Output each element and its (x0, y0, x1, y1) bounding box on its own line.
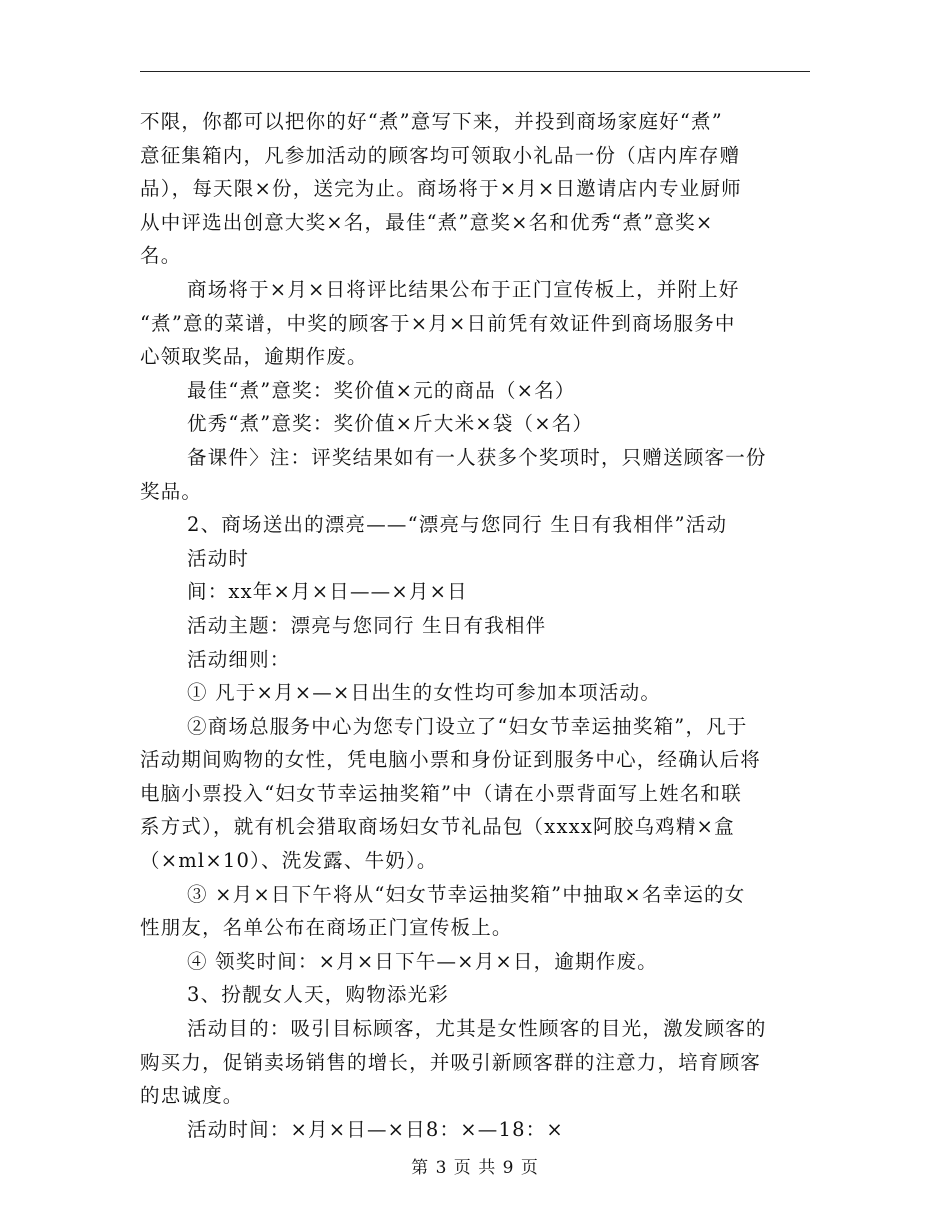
text-line: 心领取奖品，逾期作废。 (140, 345, 368, 369)
text-line: ②商场总服务中心为您专门设立了“妇女节幸运抽奖箱”，凡于 (187, 714, 748, 738)
section-heading: 2、商场送出的漂亮——“漂亮与您同行 生日有我相伴”活动 (187, 513, 728, 537)
text-line: 活动目的：吸引目标顾客，尤其是女性顾客的目光，激发顾客的 (187, 1017, 767, 1041)
text-line: 活动时间：×月×日—×日8：×—18：× (187, 1117, 564, 1141)
text-line: 性朋友，名单公布在商场正门宣传板上。 (140, 916, 513, 940)
text-line: 意征集箱内，凡参加活动的顾客均可领取小礼品一份（店内库存赠 (140, 143, 741, 167)
text-line: ④ 领奖时间：×月×日下午—×月×日，逾期作废。 (187, 949, 658, 973)
text-line: ③ ×月×日下午将从“妇女节幸运抽奖箱”中抽取×名幸运的女 (187, 882, 746, 906)
text-line: 购买力，促销卖场销售的增长，并吸引新顾客群的注意力，培育顾客 (140, 1050, 762, 1074)
document-body (140, 105, 820, 1146)
text-line: 商场将于×月×日将评比结果公布于正门宣传板上，并附上好 (187, 277, 740, 301)
text-line: 奖品。 (140, 479, 203, 503)
text-line: （×ml×10）、洗发露、牛奶）。 (140, 849, 438, 873)
text-line: 活动细则： (187, 647, 291, 671)
text-line: 系方式），就有机会猎取商场妇女节礼品包（xxxx阿胶乌鸡精×盒 (140, 815, 735, 839)
text-line: 不限，你都可以把你的好“煮”意写下来，并投到商场家庭好“煮” (140, 110, 723, 133)
header-rule (140, 71, 810, 72)
text-line: 优秀“煮”意奖：奖价值×斤大米×袋（×名） (187, 412, 594, 436)
text-line: 电脑小票投入“妇女节幸运抽奖箱”中（请在小票背面写上姓名和联 (140, 781, 742, 805)
text-line: 活动主题：漂亮与您同行 生日有我相伴 (187, 613, 547, 637)
text-line: 间：xx年×月×日——×月×日 (187, 580, 468, 604)
text-line: 活动期间购物的女性，凭电脑小票和身份证到服务中心，经确认后将 (140, 748, 762, 772)
text-line: 备课件〉注：评奖结果如有一人获多个奖项时，只赠送顾客一份 (187, 445, 767, 469)
text-line: “煮”意的菜谱，中奖的顾客于×月×日前凭有效证件到商场服务中 (140, 311, 736, 335)
section-heading: 3、扮靓女人天，购物添光彩 (187, 983, 450, 1007)
text-line: 最佳“煮”意奖：奖价值×元的商品（×名） (187, 378, 576, 402)
text-line: 品），每天限×份，送完为止。商场将于×月×日邀请店内专业厨师 (140, 177, 742, 201)
text-line: 的忠诚度。 (140, 1084, 244, 1108)
text-line: 从中评选出创意大奖×名，最佳“煮”意奖×名和优秀“煮”意奖× (140, 210, 714, 234)
page-number-footer: 第 3 页 共 9 页 (411, 1158, 539, 1178)
text-line: 名。 (140, 244, 182, 268)
text-line: 活动时 (187, 546, 250, 570)
text-line: ① 凡于×月×—×日出生的女性均可参加本项活动。 (187, 681, 662, 705)
